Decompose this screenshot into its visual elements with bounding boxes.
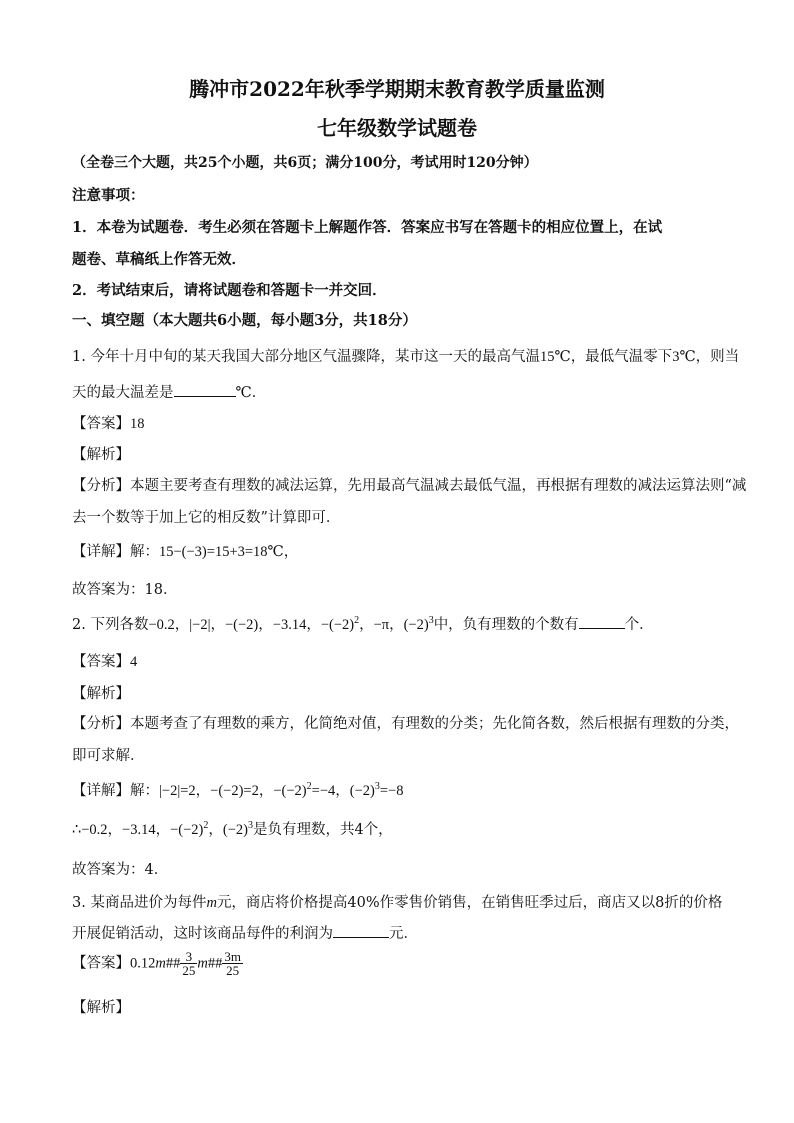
q3-fraction-1-num: 3 <box>180 950 197 964</box>
q3-fraction-2-den: 25 <box>226 963 240 978</box>
q1-detail-line <box>72 540 298 561</box>
q1-stem-c: ，则当 <box>695 349 740 365</box>
exam-info: （全卷三个大题，共25个小题，共6页；满分100分，考试用时120分钟） <box>72 155 538 171</box>
q2-num-6: −π <box>373 617 390 633</box>
q2-detail-prefix: 解： <box>130 783 159 799</box>
q3-answer-label: 【答案】 <box>72 955 130 972</box>
q3-answer-line <box>72 950 243 977</box>
q2-therefore-a: ∴−0.2，−3.14， <box>72 822 171 838</box>
q2-detail-4-rhs: =−8 <box>379 783 404 799</box>
q2-conclusion: 故答案为：4． <box>72 862 169 878</box>
q3-fraction-2 <box>222 950 243 977</box>
section-1-heading: 一、填空题（本大题共6小题，每小题3分，共18分） <box>72 312 417 329</box>
q2-therefore-c-base: (−2) <box>222 822 248 838</box>
q3-answer-a: 0.12 <box>130 955 156 972</box>
q1-fenxi-line-1 <box>72 474 746 495</box>
q2-fenxi-text-1: 本题考查了有理数的乘方，化简绝对值，有理数的分类；先化简各数，然后根据有理数的分类， <box>130 716 739 732</box>
q3-stem-line-2 <box>72 922 418 943</box>
q1-answer-label: 【答案】 <box>72 416 130 432</box>
q2-sep-5: ， <box>359 617 374 633</box>
q2-num-4: −3.14 <box>272 617 307 633</box>
q2-therefore-c-exp: 3 <box>247 820 253 832</box>
q2-stem-end: 个． <box>624 617 654 633</box>
q2-num-1: −0.2 <box>148 617 175 633</box>
q3-fraction-1 <box>180 950 197 977</box>
exam-subtitle: 七年级数学试题卷 <box>317 116 477 140</box>
q1-fenxi-label: 【分析】 <box>72 478 130 494</box>
q1-fenxi-line-2: 去一个数等于加上它的相反数”计算即可． <box>72 510 341 526</box>
exam-title: 腾冲市2022年秋季学期期末教育教学质量监测 <box>189 77 605 101</box>
q2-detail-3-base: −(−2) <box>273 783 307 799</box>
q2-fenxi-label: 【分析】 <box>72 716 130 732</box>
q2-num-7-exp: 3 <box>428 615 434 627</box>
q2-sep-3: ， <box>258 617 273 633</box>
q2-therefore-end: 是负有理数，共4个， <box>252 822 393 838</box>
q1-detail-math: 15−(−3)=15+3=18℃， <box>159 544 299 560</box>
q3-answer-blank <box>333 936 389 938</box>
q3-fraction-1-den: 25 <box>182 963 196 978</box>
q2-fenxi-line-2: 即可求解． <box>72 748 145 764</box>
q1-detail-prefix: 解： <box>130 544 159 560</box>
q2-detail-sep-1: ， <box>195 783 211 799</box>
q1-answer-blank <box>174 395 236 397</box>
q2-analysis-label: 【解析】 <box>72 686 130 702</box>
q2-num-3: −(−2) <box>225 617 259 633</box>
q2-detail-line <box>72 779 403 800</box>
q1-answer: 18 <box>130 416 145 432</box>
q3-stem-line-1 <box>72 891 722 912</box>
q3-analysis-label: 【解析】 <box>72 1000 130 1016</box>
q1-analysis-label: 【解析】 <box>72 447 130 463</box>
q3-stem-line-1-b: 元，商店将价格提高40%作零售价销售，在销售旺季过后，商店又以8折的价格 <box>216 895 723 911</box>
q2-detail-label: 【详解】 <box>72 783 130 799</box>
q2-therefore-line <box>72 818 393 839</box>
q2-detail-sep-3: ， <box>335 783 350 799</box>
q1-stem-line-2-a: 天的最大温差是 <box>72 385 174 401</box>
q2-detail-3-exp: 2 <box>306 781 312 793</box>
q2-therefore-sep: ， <box>208 822 223 838</box>
q2-stem-prefix: 2. 下列各数 <box>72 617 149 633</box>
q3-var-m: m <box>206 895 217 911</box>
notice-item-1-line-2: 题卷、草稿纸上作答无效． <box>72 251 246 268</box>
q2-therefore-b-exp: 2 <box>203 820 209 832</box>
q1-answer-line <box>72 412 145 433</box>
q3-stem-line-2-a: 开展促销活动，这时该商品每件的利润为 <box>72 926 333 942</box>
q2-answer-line <box>72 650 137 671</box>
q1-stem-line-2-b: ℃． <box>235 385 267 401</box>
q1-high-temp: 15℃ <box>539 349 571 365</box>
q2-num-7-base: (−2) <box>403 617 429 633</box>
q2-stem-line <box>72 613 654 634</box>
notice-heading: 注意事项： <box>72 187 145 204</box>
q3-stem-line-2-b: 元． <box>389 926 418 942</box>
q3-fraction-2-num: 3m <box>224 949 241 964</box>
q2-therefore-b-base: −(−2) <box>170 822 204 838</box>
q2-detail-sep-2: ， <box>258 783 274 799</box>
q2-sep-1: ， <box>174 617 190 633</box>
q3-answer-sep-2: ## <box>207 955 223 972</box>
q1-stem-b: ，最低气温零下 <box>570 349 673 365</box>
notice-item-2: 2．考试结束后，请将试题卷和答题卡一并交回． <box>72 282 387 299</box>
q2-num-5-exp: 2 <box>354 615 360 627</box>
q1-stem-line-1 <box>72 345 739 366</box>
q2-num-2: |−2| <box>189 617 211 633</box>
q3-answer-m: m <box>155 955 166 972</box>
q2-sep-4: ， <box>306 617 321 633</box>
q2-detail-4-exp: 3 <box>374 781 380 793</box>
q1-stem-a: 1. 今年十月中旬的某天我国大部分地区气温骤降，某市这一天的最高气温 <box>72 349 540 365</box>
q2-answer-blank <box>579 627 625 629</box>
q2-sep-6: ， <box>389 617 404 633</box>
q2-stem-mid: 中，负有理数的个数有 <box>433 617 579 633</box>
q3-stem-line-1-a: 3. 某商品进价为每件 <box>72 895 207 911</box>
q2-answer-label: 【答案】 <box>72 654 130 670</box>
q2-sep-2: ， <box>210 617 225 633</box>
notice-item-1-line-1: 1．本卷为试题卷．考生必须在答题卡上解题作答．答案应书写在答题卡的相应位置上，在试 <box>72 219 663 236</box>
q1-conclusion: 故答案为：18． <box>72 582 178 598</box>
q3-answer-m-2: m <box>197 955 208 972</box>
q1-low-temp: 3℃ <box>672 349 696 365</box>
q2-detail-2: −(−2)=2 <box>210 783 259 799</box>
q2-num-5-base: −(−2) <box>320 617 355 633</box>
q1-stem-line-2 <box>72 381 266 402</box>
q1-fenxi-text-1: 本题主要考查有理数的减法运算，先用最高气温减去最低气温，再根据有理数的减法运算法则“减 <box>130 478 747 494</box>
q2-detail-1: |−2|=2 <box>159 783 196 799</box>
q2-answer: 4 <box>130 654 138 670</box>
q1-detail-label: 【详解】 <box>72 544 130 560</box>
q3-answer-sep-1: ## <box>165 955 181 972</box>
q2-fenxi-line-1 <box>72 712 739 733</box>
q2-detail-4-base: (−2) <box>349 783 375 799</box>
q2-detail-3-rhs: =−4 <box>311 783 336 799</box>
